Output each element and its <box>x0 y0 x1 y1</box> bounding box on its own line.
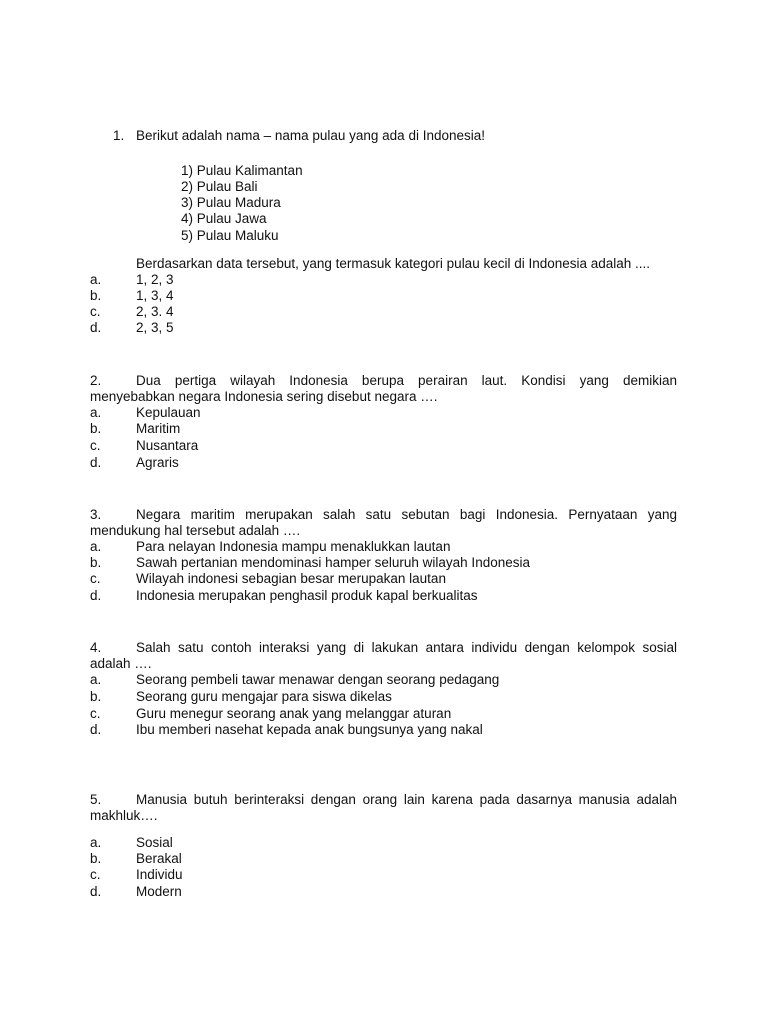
option-letter: c. <box>90 571 101 586</box>
option-letter: a. <box>90 272 102 287</box>
list-item: 1) Pulau Kalimantan <box>181 163 303 178</box>
question-stem-line: mendukung hal tersebut adalah …. <box>90 523 301 538</box>
question-number: 2. <box>90 373 102 388</box>
option-letter: c. <box>90 706 101 721</box>
option-text: Sawah pertanian mendominasi hamper seluruh wilayah Indonesia <box>136 555 530 570</box>
option-letter: c. <box>90 867 101 882</box>
question-stem-line: adalah …. <box>90 656 152 671</box>
option-text: Sosial <box>136 835 173 850</box>
option-text: Nusantara <box>136 438 199 453</box>
option-text: 1, 2, 3 <box>136 272 174 287</box>
option-text: Agraris <box>136 455 179 470</box>
option-text: Indonesia merupakan penghasil produk kapal berkualitas <box>136 588 478 603</box>
option-letter: d. <box>90 884 102 899</box>
option-text: Wilayah indonesi sebagian besar merupakan lautan <box>136 571 446 586</box>
option-text: 2, 3. 4 <box>136 304 174 319</box>
option-letter: b. <box>90 288 102 303</box>
question-stem-line: Manusia butuh berinteraksi dengan orang lain karena pada dasarnya manusia adalah <box>136 792 677 807</box>
option-text: Seorang pembeli tawar menawar dengan seorang pedagang <box>136 672 500 687</box>
option-letter: b. <box>90 421 102 436</box>
option-letter: b. <box>90 689 102 704</box>
option-letter: c. <box>90 438 101 453</box>
question-stem: Berikut adalah nama – nama pulau yang ada di Indonesia! <box>136 128 485 143</box>
option-letter: a. <box>90 539 102 554</box>
option-letter: d. <box>90 722 102 737</box>
option-letter: a. <box>90 405 102 420</box>
question-stem-line: Salah satu contoh interaksi yang di lakukan antara individu dengan kelompok sosial <box>136 640 677 655</box>
option-letter: b. <box>90 555 102 570</box>
option-text: 1, 3, 4 <box>136 288 174 303</box>
question-number: 5. <box>90 792 102 807</box>
question-prompt: Berdasarkan data tersebut, yang termasuk kategori pulau kecil di Indonesia adalah .... <box>136 256 651 271</box>
option-text: Maritim <box>136 421 181 436</box>
option-text: Ibu memberi nasehat kepada anak bungsunya yang nakal <box>136 722 483 737</box>
option-text: Berakal <box>136 851 182 866</box>
option-text: Para nelayan Indonesia mampu menaklukkan lautan <box>136 539 451 554</box>
option-text: Seorang guru mengajar para siswa dikelas <box>136 689 392 704</box>
option-text: Modern <box>136 884 182 899</box>
option-letter: c. <box>90 304 101 319</box>
option-letter: a. <box>90 835 102 850</box>
option-letter: d. <box>90 588 102 603</box>
question-stem-line: Negara maritim merupakan salah satu sebutan bagi Indonesia. Pernyataan yang <box>136 507 677 522</box>
list-item: 5) Pulau Maluku <box>181 228 279 243</box>
question-number: 1. <box>113 128 125 143</box>
option-text: 2, 3, 5 <box>136 320 174 335</box>
list-item: 2) Pulau Bali <box>181 179 258 194</box>
question-stem-line: makhluk…. <box>90 808 158 823</box>
list-item: 3) Pulau Madura <box>181 195 281 210</box>
option-letter: a. <box>90 672 102 687</box>
option-text: Individu <box>136 867 183 882</box>
question-number: 4. <box>90 640 102 655</box>
option-letter: d. <box>90 320 102 335</box>
option-letter: b. <box>90 851 102 866</box>
question-number: 3. <box>90 507 102 522</box>
question-stem-line: Dua pertiga wilayah Indonesia berupa perairan laut. Kondisi yang demikian <box>136 373 677 388</box>
option-text: Kepulauan <box>136 405 201 420</box>
list-item: 4) Pulau Jawa <box>181 211 267 226</box>
question-stem-line: menyebabkan negara Indonesia sering disebut negara …. <box>90 389 438 404</box>
option-text: Guru menegur seorang anak yang melanggar aturan <box>136 706 452 721</box>
option-letter: d. <box>90 455 102 470</box>
